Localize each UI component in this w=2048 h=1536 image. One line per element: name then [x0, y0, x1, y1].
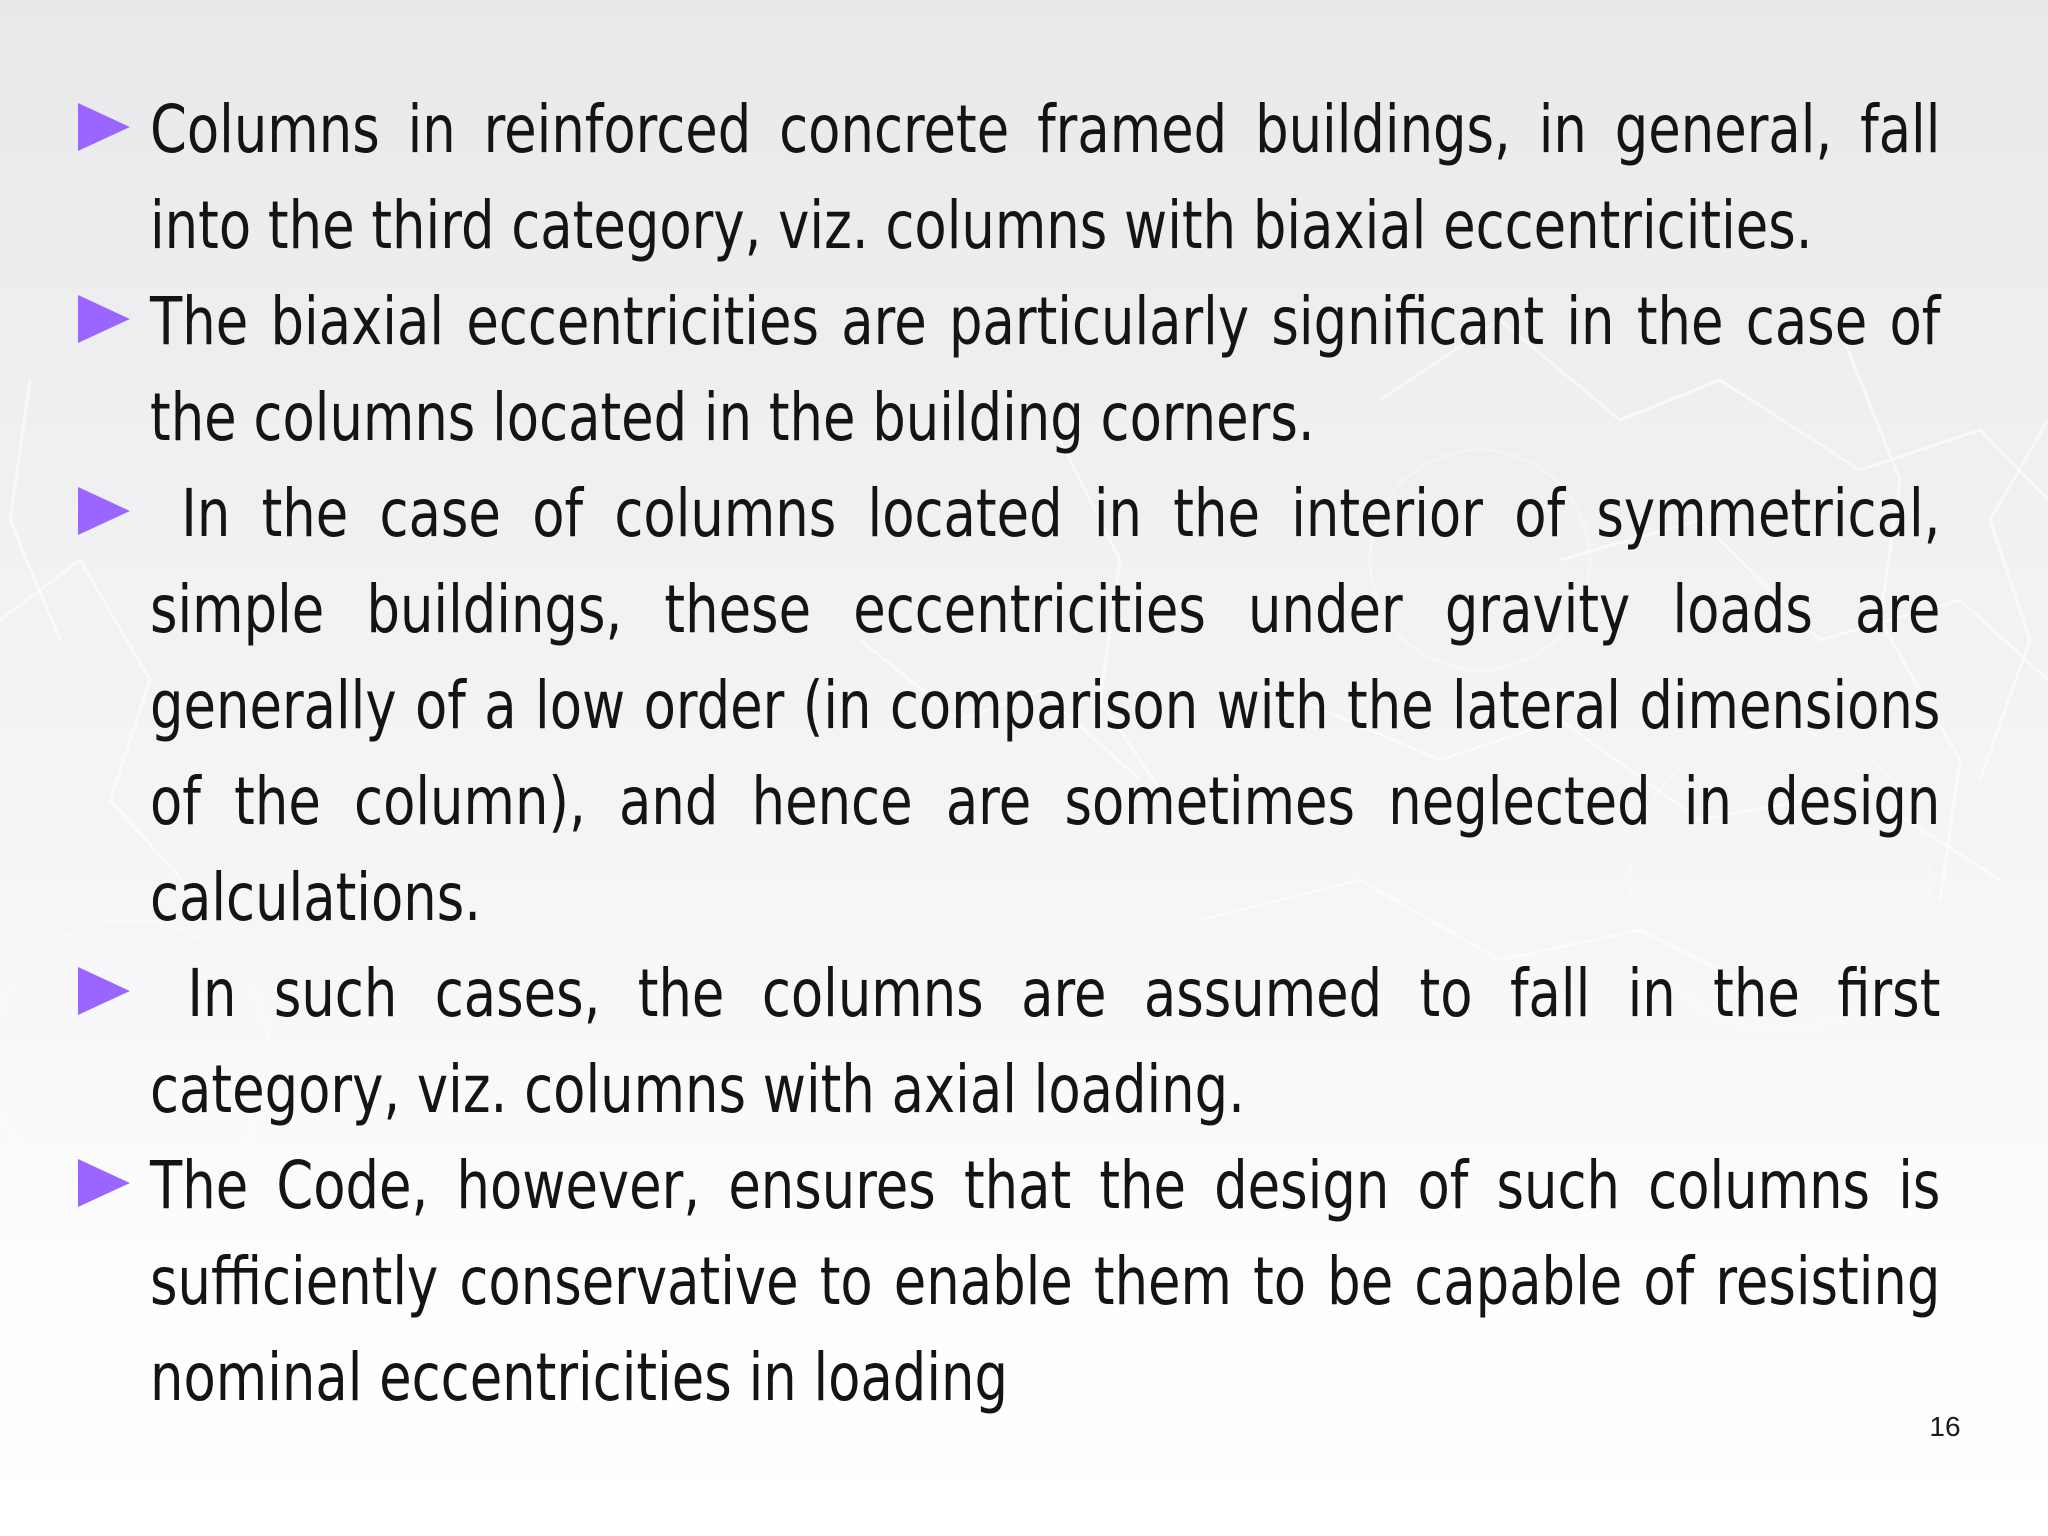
bullet-text: The biaxial eccentricities are particularly significant in the case of the columns located in the building corners.	[150, 283, 1941, 456]
bullet-item	[150, 1138, 1940, 1426]
right-triangle-icon	[78, 295, 130, 343]
bullet-text: The Code, however, ensures that the design of such columns is sufficiently conservative to enable them to be capable of resisting nominal eccentricities in loading	[150, 1147, 1941, 1416]
right-triangle-icon	[78, 103, 130, 151]
bullet-text: In the case of columns located in the interior of symmetrical, simple buildings, these eccentricities under gravity loads are generally of a low order (in comparison with the lateral dimensions of the column), and hence are sometimes neglected in design calculations.	[150, 475, 1958, 936]
bullet-text: In such cases, the columns are assumed to fall in the first category, viz. columns with axial loading.	[150, 955, 1958, 1128]
right-triangle-icon	[78, 1159, 130, 1207]
bullet-item	[150, 82, 1940, 274]
bullet-item	[150, 466, 1958, 946]
bullet-item	[150, 946, 1958, 1138]
page-number: 16	[1929, 1411, 1961, 1442]
bullet-item	[150, 274, 1940, 466]
right-triangle-icon	[78, 967, 130, 1015]
bullet-text: Columns in reinforced concrete framed buildings, in general, fall into the third category, viz. columns with biaxial eccentricities.	[150, 91, 1941, 264]
right-triangle-icon	[78, 487, 130, 535]
bullet-list	[150, 82, 1958, 1426]
